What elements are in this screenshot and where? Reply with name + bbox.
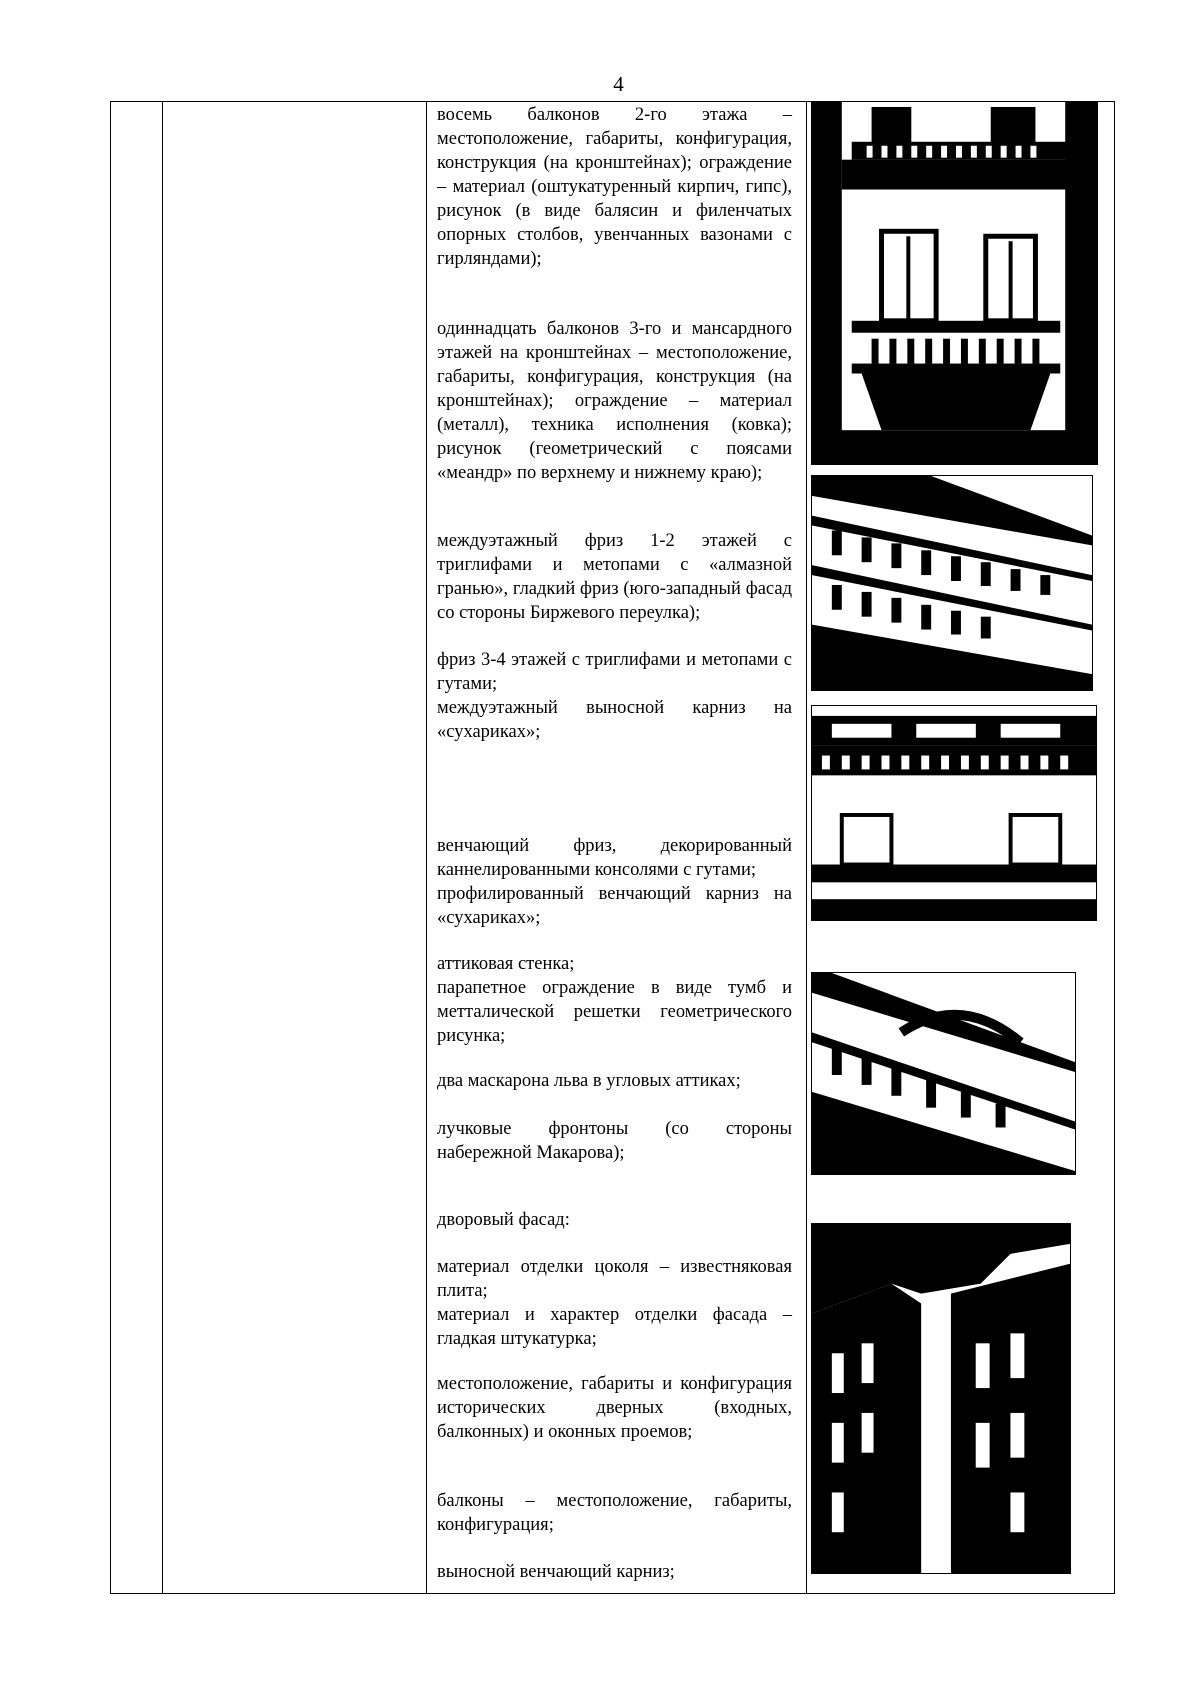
paragraph-facade-finish: материал и характер отделки фасада – гладкая штукатурка; xyxy=(437,1305,792,1349)
paragraph-parapet: парапетное ограждение в виде тумб и метталической решетки геометрического рисунка; xyxy=(437,978,792,1046)
photo-balconies xyxy=(811,101,1098,465)
paragraph-crowning-frieze: венчающий фриз, декорированный каннелированными консолями с гутами; xyxy=(437,836,792,880)
photo-courtyard xyxy=(811,1223,1071,1574)
paragraph-frieze-1-2: междуэтажный фриз 1-2 этажей с триглифами и метопами с «алмазной гранью», гладкий фриз (юго-западный фасад со стороны Биржевого переулка); xyxy=(437,531,792,623)
photo-pediment xyxy=(811,972,1076,1175)
paragraph-balconies-2nd-floor: восемь балконов 2-го этажа – местоположение, габариты, конфигурация, конструкция (на кронштейнах); ограждение – материал (оштукатуренный кирпич, гипс), рисунок (в виде балясин и филенчатых опорных столбов, увенчанных вазонами с гирляндами); xyxy=(437,105,792,269)
page-number: 4 xyxy=(613,72,624,96)
paragraph-pediments: лучковые фронтоны (со стороны набережной Макарова); xyxy=(437,1119,792,1163)
paragraph-frieze-3-4: фриз 3-4 этажей с триглифами и метопами с гутами; xyxy=(437,650,792,694)
column-divider-3 xyxy=(806,101,807,1594)
paragraph-mascarons: два маскарона льва в угловых аттиках; xyxy=(437,1071,741,1091)
paragraph-openings: местоположение, габариты и конфигурация исторических дверных (входных, балконных) и оконных проемов; xyxy=(437,1374,792,1442)
photo-facade-perspective xyxy=(811,475,1093,691)
paragraph-cornice: междуэтажный выносной карниз на «сухариках»; xyxy=(437,698,792,742)
paragraph-balconies: балконы – местоположение, габариты, конфигурация; xyxy=(437,1491,792,1535)
paragraph-attic-wall: аттиковая стенка; xyxy=(437,954,575,974)
paragraph-crowning-cornice: профилированный венчающий карниз на «сухариках»; xyxy=(437,884,792,928)
paragraph-plinth: материал отделки цоколя – известняковая плита; xyxy=(437,1257,792,1301)
column-divider-1 xyxy=(162,101,163,1594)
paragraph-cornice-courtyard: выносной венчающий карниз; xyxy=(437,1562,675,1582)
column-divider-2 xyxy=(426,101,427,1594)
paragraph-balconies-3rd-floor: одиннадцать балконов 3-го и мансардного этажей на кронштейнах – местоположение, габариты, конфигурация, конструкция (на кронштейнах); ограждение – материал (металл), техника исполнения (ковка); рисунок (геометрический с поясами «меандр» по верхнему и нижнему краю); xyxy=(437,319,792,483)
paragraph-courtyard-facade: дворовый фасад: xyxy=(437,1210,570,1230)
photo-crowning-frieze xyxy=(811,705,1097,921)
